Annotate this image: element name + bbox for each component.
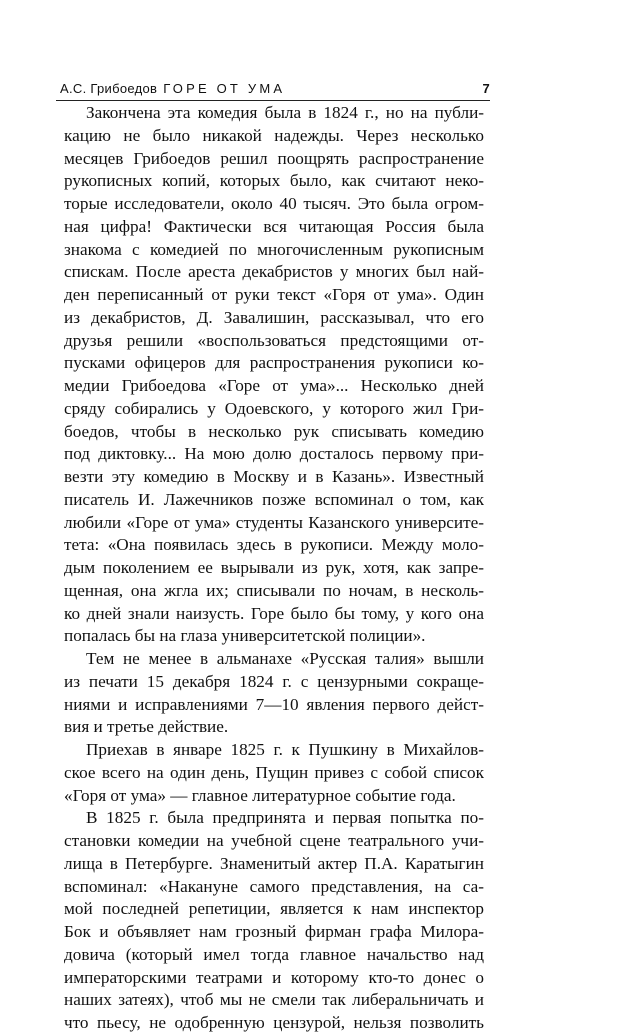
text-line: ная цифра! Фактически вся читающая Россия была bbox=[64, 216, 484, 236]
header-divider bbox=[56, 100, 490, 101]
text-line: под диктовку... На мою долю досталось первому при- bbox=[64, 444, 484, 464]
text-line: что пьесу, не одобренную цензурой, нельзя позволить bbox=[64, 1013, 484, 1032]
text-line: становки комедии на учебной сцене театрального учи- bbox=[64, 831, 484, 850]
text-line: Бок и объявляет нам грозный фирман графа Милора- bbox=[64, 922, 484, 941]
text-line: медии Грибоедова «Горе от ума»... Несколько дней bbox=[64, 376, 484, 395]
text-line: наших затеях), чтоб мы не смели так либеральничать и bbox=[64, 990, 484, 1010]
text-line: везти эту комедию в Москву и в Казань». Известный bbox=[64, 467, 484, 486]
text-line: тета: «Она появилась здесь в рукописи. Между моло- bbox=[64, 535, 484, 555]
text-line: вия и третье действие. bbox=[64, 717, 229, 737]
text-line: ское всего на один день, Пущин привез с собой список bbox=[64, 762, 484, 782]
text-line: боедов, чтобы в несколько рук списывать комедию bbox=[64, 421, 484, 441]
header-left bbox=[60, 81, 285, 96]
text-line: сряду собирались у Одоевского, у которого жил Гри- bbox=[64, 398, 484, 418]
text-line: пусками офицеров для распространения рукописи ко- bbox=[64, 353, 484, 373]
text-line: щенная, она жгла их; списывали по ночам, в несколь- bbox=[64, 580, 484, 600]
text-line: торые исследователи, около 40 тысяч. Это была огром- bbox=[64, 194, 484, 213]
text-line: из печати 15 декабря 1824 г. с цензурными сокраще- bbox=[64, 671, 484, 691]
text-line: ко дней знали наизусть. Горе было бы тому, у кого она bbox=[64, 603, 484, 623]
text-line: друзья решили «воспользоваться предстоящими от- bbox=[64, 330, 484, 350]
text-line: месяцев Грибоедов решил поощрять распространение bbox=[64, 148, 484, 168]
text-line: попалась бы на глаза университетской полиции». bbox=[64, 626, 426, 646]
text-line: Приехав в январе 1825 г. к Пушкину в Михайлов- bbox=[86, 740, 484, 759]
text-line: любили «Горе от ума» студенты Казанского университе- bbox=[64, 512, 484, 532]
running-header bbox=[60, 74, 490, 96]
text-line: Тем не менее в альманахе «Русская талия» вышли bbox=[86, 649, 484, 668]
header-title: ГОРЕ ОТ УМА bbox=[163, 81, 286, 96]
text-line: кацию не было никакой надежды. Через несколько bbox=[64, 125, 484, 145]
text-line: «Горя от ума» — главное литературное событие года. bbox=[64, 785, 456, 805]
text-line: В 1825 г. была предпринята и первая попытка по- bbox=[86, 808, 484, 828]
text-line: спискам. После ареста декабристов у многих был най- bbox=[64, 262, 484, 282]
text-line: мой последней репетиции, является к нам инспектор bbox=[64, 899, 484, 919]
page-number: 7 bbox=[482, 81, 490, 96]
body-text bbox=[64, 102, 484, 1035]
text-line: ден переписанный от руки текст «Горя от ума». Один bbox=[64, 285, 484, 304]
text-line: вспоминал: «Накануне самого представления, на са- bbox=[64, 876, 484, 896]
text-line: дым поколением ее вырывали из рук, хотя, как запре- bbox=[64, 558, 484, 577]
text-line: Закончена эта комедия была в 1824 г., но на публи- bbox=[86, 103, 484, 122]
text-line: рукописных копий, которых было, как считают неко- bbox=[64, 171, 484, 191]
text-line: лища в Петербурге. Знаменитый актер П.А. Каратыгин bbox=[64, 853, 484, 873]
header-author: А.С. Грибоедов bbox=[60, 81, 158, 96]
text-line: ниями и исправлениями 7—10 явления первого дейст- bbox=[64, 694, 484, 714]
text-line: довича (который имел тогда главное начальство над bbox=[64, 944, 484, 964]
text-line: из декабристов, Д. Завалишин, рассказывал, что его bbox=[64, 307, 484, 327]
text-line: знакома с комедией по многочисленным рукописным bbox=[64, 239, 484, 259]
text-line: императорскими театрами и которому кто-то донес о bbox=[64, 967, 484, 987]
text-line: писатель И. Лажечников позже вспоминал о том, как bbox=[64, 489, 484, 509]
